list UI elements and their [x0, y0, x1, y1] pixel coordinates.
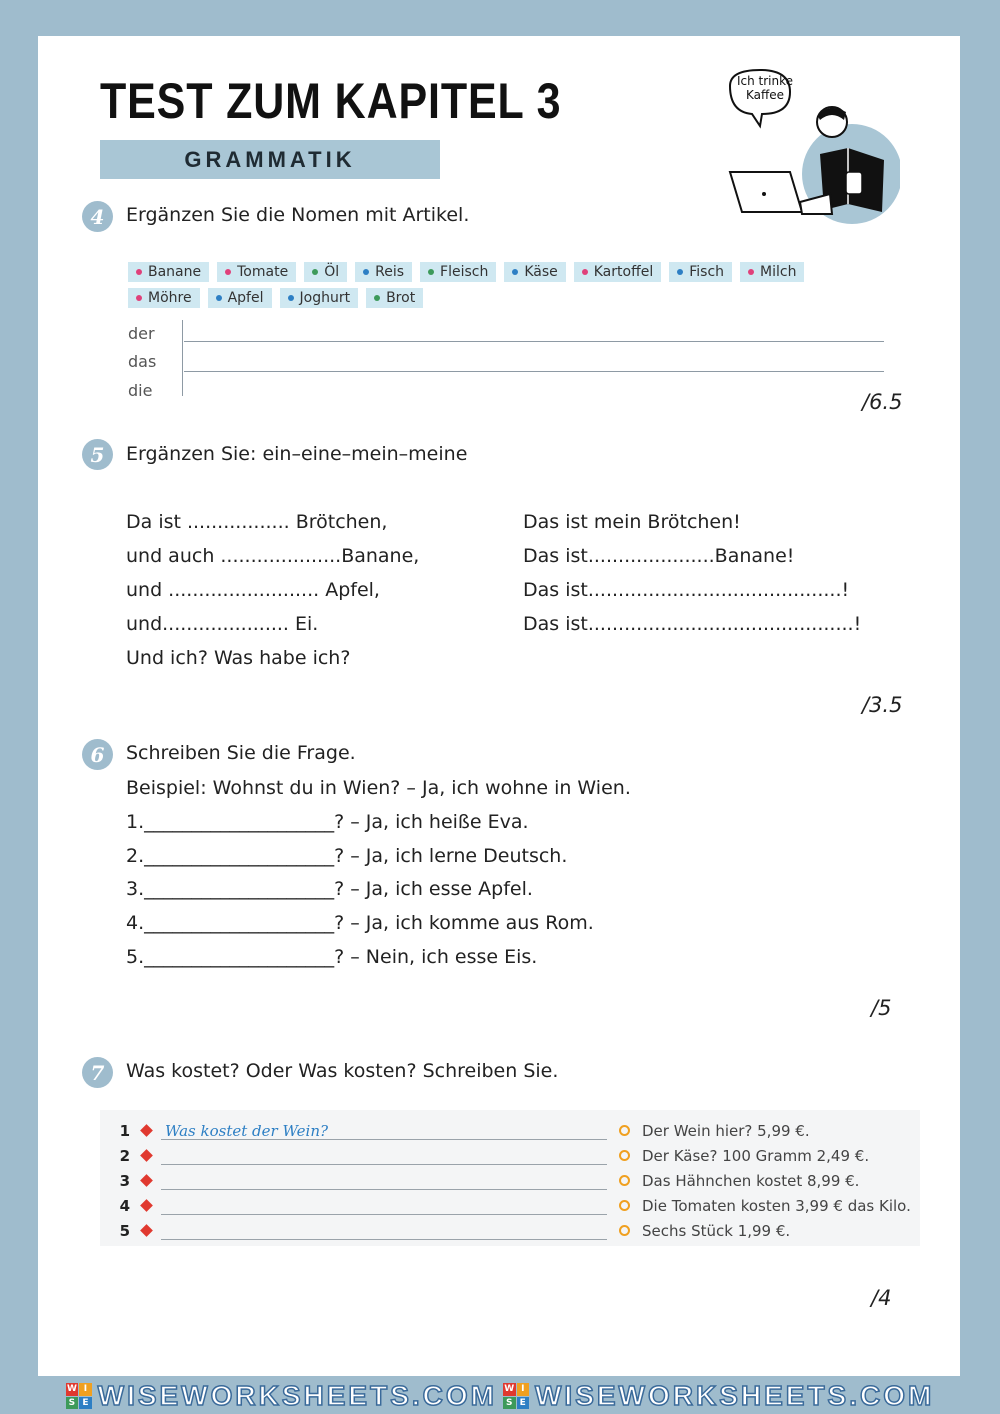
price-exercise-box: [100, 1110, 920, 1246]
task-6-item: 2.____________________? – Ja, ich lerne Deutsch.: [126, 845, 568, 867]
price-row-number: 2: [119, 1146, 130, 1165]
word-tag: [366, 288, 423, 308]
task-4-score: /6.5: [862, 390, 903, 414]
orange-circle-icon: [619, 1225, 630, 1236]
article-line-der: [184, 341, 884, 342]
price-row-number: 4: [119, 1196, 130, 1215]
word-tag: [355, 262, 412, 282]
word-tag-label: Reis: [375, 264, 405, 280]
article-column-divider: [182, 320, 183, 396]
task-5-right-line: Das ist..........................................!: [523, 579, 850, 601]
gender-dot-icon: [136, 269, 142, 275]
price-question-field[interactable]: [161, 1172, 607, 1190]
task-7-score: /4: [871, 1286, 892, 1310]
price-answer: Der Käse? 100 Gramm 2,49 €.: [642, 1146, 870, 1165]
red-diamond-icon: [140, 1174, 153, 1187]
word-tag: [128, 288, 200, 308]
task-7-instruction: Was kostet? Oder Was kosten? Schreiben Sie.: [126, 1060, 559, 1082]
red-diamond-icon: [140, 1224, 153, 1237]
task-4-number: 4: [82, 201, 113, 232]
price-row: [100, 1143, 920, 1168]
word-tag-label: Kartoffel: [593, 264, 654, 280]
task-6-instruction: Schreiben Sie die Frage.: [126, 742, 356, 764]
task-6-score: /5: [871, 996, 892, 1020]
article-label-die: die: [128, 381, 153, 400]
task-5-right-line: Das ist............................................!: [523, 613, 862, 635]
price-question-field[interactable]: [161, 1197, 607, 1215]
red-diamond-icon: [140, 1199, 153, 1212]
task-5-instruction: Ergänzen Sie: ein–eine–mein–meine: [126, 443, 468, 465]
word-tag-label: Joghurt: [299, 290, 351, 306]
price-question-field[interactable]: Was kostet der Wein?: [161, 1122, 607, 1140]
word-tag-label: Möhre: [148, 290, 192, 306]
speech-bubble-text: Ich trinke Kaffee: [736, 74, 794, 102]
price-row: [100, 1168, 920, 1193]
task-7-number: 7: [82, 1057, 113, 1088]
price-row-number: 5: [119, 1221, 130, 1240]
task-5-number: 5: [82, 439, 113, 470]
word-tag: [504, 262, 565, 282]
word-tag-label: Tomate: [237, 264, 289, 280]
task-5-left-line: und ......................... Apfel,: [126, 579, 380, 601]
word-tags-row-1: [128, 262, 848, 282]
word-tags-row-2: [128, 288, 848, 308]
word-tag-label: Käse: [524, 264, 558, 280]
price-question-field[interactable]: [161, 1222, 607, 1240]
task-6-number: 6: [82, 739, 113, 770]
word-tag: [280, 288, 359, 308]
word-tag: [217, 262, 296, 282]
word-tag-label: Öl: [324, 264, 340, 280]
gender-dot-icon: [512, 269, 518, 275]
word-tag: [669, 262, 732, 282]
task-6-item: 5.____________________? – Nein, ich esse Eis.: [126, 946, 538, 968]
task-5-score: /3.5: [862, 693, 903, 717]
task-6-example: Beispiel: Wohnst du in Wien? – Ja, ich wohne in Wien.: [126, 777, 631, 799]
word-tag: [304, 262, 347, 282]
price-row-number: 1: [119, 1121, 130, 1140]
article-label-der: der: [128, 324, 155, 343]
task-5-left-line: und auch ....................Banane,: [126, 545, 420, 567]
word-tag-label: Milch: [760, 264, 797, 280]
wiseworksheets-logo-icon: W I S E: [503, 1383, 529, 1409]
price-answer: Die Tomaten kosten 3,99 € das Kilo.: [642, 1196, 911, 1215]
article-label-das: das: [128, 352, 157, 371]
gender-dot-icon: [225, 269, 231, 275]
task-6-item: 4.____________________? – Ja, ich komme aus Rom.: [126, 912, 594, 934]
footer-watermark: [0, 1378, 1000, 1414]
gender-dot-icon: [312, 269, 318, 275]
gender-dot-icon: [428, 269, 434, 275]
price-answer: Sechs Stück 1,99 €.: [642, 1221, 791, 1240]
task-4-instruction: Ergänzen Sie die Nomen mit Artikel.: [126, 204, 470, 226]
word-tag: [420, 262, 496, 282]
wiseworksheets-logo-icon: W I S E: [66, 1383, 92, 1409]
orange-circle-icon: [619, 1150, 630, 1161]
price-row-number: 3: [119, 1171, 130, 1190]
price-row: [100, 1218, 920, 1243]
gender-dot-icon: [748, 269, 754, 275]
orange-circle-icon: [619, 1125, 630, 1136]
section-banner: GRAMMATIK: [100, 140, 440, 179]
word-tag-label: Apfel: [227, 290, 264, 306]
word-tags: [128, 262, 848, 314]
red-diamond-icon: [140, 1149, 153, 1162]
word-tag-label: Banane: [148, 264, 202, 280]
footer-brand-text: WISEWORKSHEETS.COM: [97, 1380, 497, 1411]
gender-dot-icon: [374, 295, 380, 301]
word-tag-label: Fleisch: [440, 264, 489, 280]
gender-dot-icon: [582, 269, 588, 275]
gender-dot-icon: [216, 295, 222, 301]
word-tag: [574, 262, 661, 282]
gender-dot-icon: [288, 295, 294, 301]
task-5-right-line: Das ist.....................Banane!: [523, 545, 795, 567]
task-6-item: 3.____________________? – Ja, ich esse Apfel.: [126, 878, 533, 900]
red-diamond-icon: [140, 1124, 153, 1137]
task-5-left-line: Und ich? Was habe ich?: [126, 647, 351, 669]
gender-dot-icon: [136, 295, 142, 301]
price-row: [100, 1118, 920, 1143]
orange-circle-icon: [619, 1175, 630, 1186]
task-5-left-line: und..................... Ei.: [126, 613, 319, 635]
task-5-right-line: Das ist mein Brötchen!: [523, 511, 741, 533]
page-title: TEST ZUM KAPITEL 3: [100, 73, 562, 129]
article-line-das: [184, 371, 884, 372]
worksheet-page: [38, 36, 960, 1376]
task-5-left-line: Da ist ................. Brötchen,: [126, 511, 388, 533]
word-tag: [208, 288, 272, 308]
orange-circle-icon: [619, 1200, 630, 1211]
price-answer: Das Hähnchen kostet 8,99 €.: [642, 1171, 860, 1190]
gender-dot-icon: [677, 269, 683, 275]
task-6-item: 1.____________________? – Ja, ich heiße Eva.: [126, 811, 529, 833]
word-tag-label: Brot: [386, 290, 416, 306]
price-question-field[interactable]: [161, 1147, 607, 1165]
gender-dot-icon: [363, 269, 369, 275]
footer-brand-text: WISEWORKSHEETS.COM: [535, 1380, 935, 1411]
word-tag-label: Fisch: [689, 264, 725, 280]
word-tag: [128, 262, 209, 282]
price-row: [100, 1193, 920, 1218]
price-answer: Der Wein hier? 5,99 €.: [642, 1121, 810, 1140]
word-tag: [740, 262, 804, 282]
